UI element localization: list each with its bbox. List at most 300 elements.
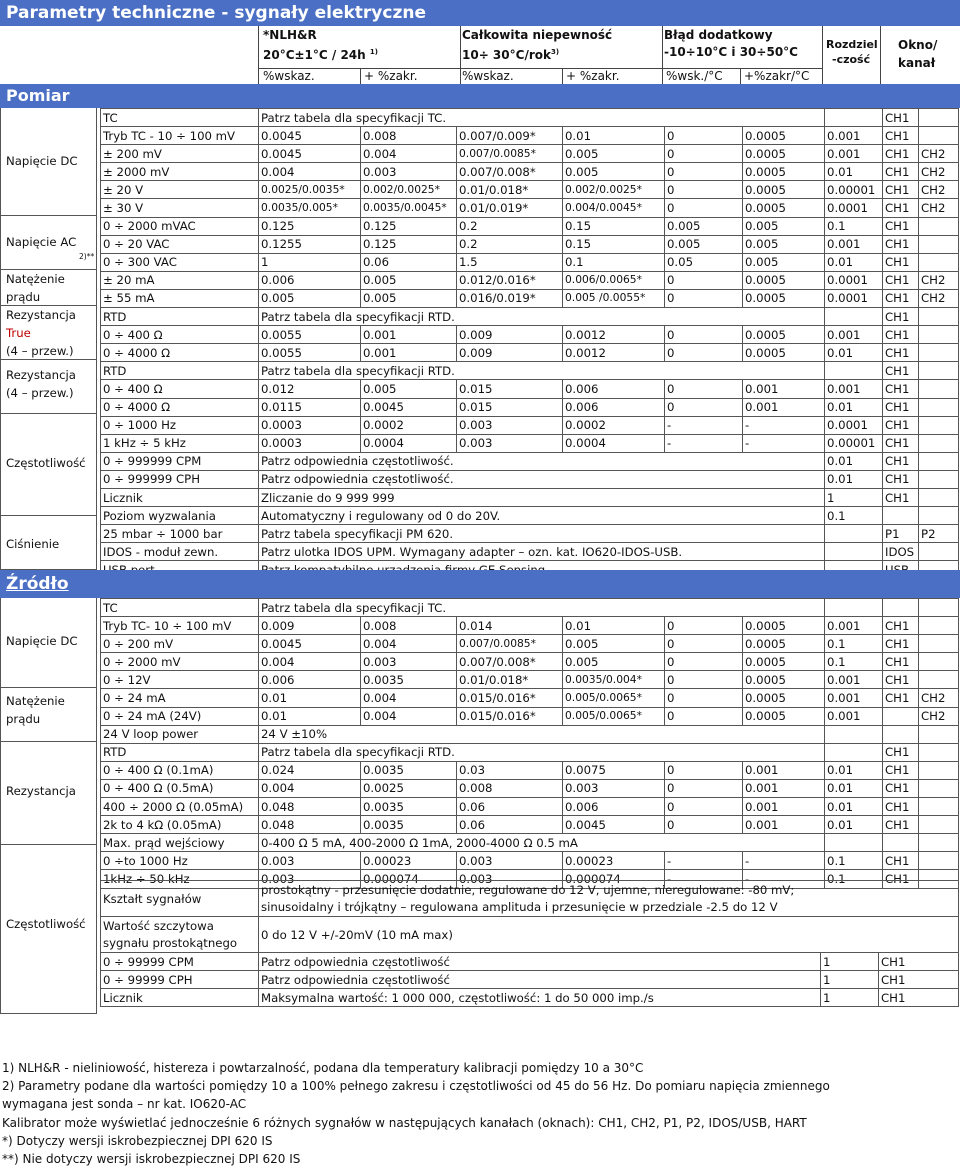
value-cell: 0.0002 [563, 416, 665, 434]
value-cell: CH1 [883, 798, 919, 816]
footnote: 2) Parametry podane dla wartości pomiędzy 10 a 100% pełnego zakresu i częstotliwości od 45 do 56 Hz. Do pomiaru napięcia zmiennego [2, 1079, 830, 1094]
value-cell: 0 [665, 344, 743, 362]
value-cell: 0.001 [743, 380, 825, 398]
value-cell: 0.004 [259, 779, 361, 797]
table-row [101, 235, 959, 253]
value-cell: CH1 [883, 743, 919, 761]
value-cell: 0.006 [259, 271, 361, 289]
value-cell: 0.01 [825, 816, 883, 834]
header-additional-error: Błąd dodatkowy [664, 28, 773, 42]
label-frequency: Częstotliwość [0, 414, 97, 516]
value-cell: 1 [825, 488, 883, 506]
value-cell: Patrz tabela dla specyfikacji RTD. [259, 743, 825, 761]
value-cell: 0.0045 [361, 398, 457, 416]
value-cell: 0 [665, 163, 743, 181]
section-band-measure: Pomiar [0, 84, 960, 108]
label-source-frequency: Częstotliwość [0, 845, 97, 1014]
value-cell: 0.001 [743, 798, 825, 816]
footnotes [2, 1059, 952, 1168]
value-cell [919, 452, 959, 470]
table-row [101, 271, 959, 289]
table-row [101, 671, 959, 689]
table-row [101, 971, 959, 989]
value-cell: 0.0045 [259, 145, 361, 163]
value-cell [919, 253, 959, 271]
value-cell: 0.0012 [563, 344, 665, 362]
value-cell: 0.003 [361, 653, 457, 671]
range-cell: Licznik [101, 488, 259, 506]
value-cell: 0.003 [457, 434, 563, 452]
value-cell [919, 109, 959, 127]
value-cell: 0.06 [361, 253, 457, 271]
header-additional-error-cond: -10÷10°C i 30÷50°C [664, 45, 798, 59]
value-cell: 0.2 [457, 217, 563, 235]
value-cell: 0.003 [457, 852, 563, 870]
value-cell: 0.0045 [563, 816, 665, 834]
value-cell [919, 798, 959, 816]
value-cell: Patrz odpowiednia częstotliwość. [259, 452, 825, 470]
value-cell: 0.0001 [825, 271, 883, 289]
value-cell [919, 380, 959, 398]
table-row [101, 416, 959, 434]
value-cell: 0.0005 [743, 271, 825, 289]
value-cell [883, 725, 919, 743]
value-cell: 0.0001 [825, 199, 883, 217]
header-uncertainty: Całkowita niepewność [462, 28, 613, 42]
value-cell: 0.005 [361, 271, 457, 289]
value-cell [919, 543, 959, 561]
table-row [101, 653, 959, 671]
table-row [101, 635, 959, 653]
value-cell: 0.003 [457, 870, 563, 888]
value-cell: 0.001 [825, 127, 883, 145]
value-cell: 0.006 [563, 380, 665, 398]
value-cell: 0.05 [665, 253, 743, 271]
value-cell: - [665, 852, 743, 870]
value-cell [919, 127, 959, 145]
table-row [101, 953, 959, 971]
value-cell: 0.03 [457, 761, 563, 779]
value-cell: 0.001 [743, 761, 825, 779]
header-uncertainty-cond: 10÷ 30°C/rok$^{3)}$ [462, 48, 560, 62]
label-voltage-dc: Napięcie DC [0, 108, 97, 216]
value-cell: 0.06 [457, 816, 563, 834]
value-cell: 0.005 [743, 235, 825, 253]
range-cell: IDOS - moduł zewn. [101, 543, 259, 561]
value-cell: Patrz odpowiednia częstotliwość [259, 953, 821, 971]
footnote: *) Dotyczy wersji iskrobezpiecznej DPI 620 IS [2, 1133, 273, 1148]
value-cell: 0.0005 [743, 344, 825, 362]
value-cell: 0.001 [825, 235, 883, 253]
value-cell: 0.007/0.008* [457, 653, 563, 671]
value-cell [919, 599, 959, 617]
range-cell: 0 ÷ 24 mA [101, 689, 259, 707]
source-frequency-table [100, 952, 959, 1007]
value-cell: 0 [665, 398, 743, 416]
value-cell: 0.01 [825, 798, 883, 816]
value-cell: Patrz odpowiednia częstotliwość. [259, 470, 825, 488]
value-cell: 0.004 [361, 707, 457, 725]
value-cell: 0.001 [361, 344, 457, 362]
value-cell: 0.048 [259, 816, 361, 834]
range-cell: 0 ÷ 400 Ω (0.1mA) [101, 761, 259, 779]
value-cell: 0.001 [743, 816, 825, 834]
value-cell: Patrz tabela dla specyfikacji TC. [259, 599, 825, 617]
value-cell: 0.005/0.0065* [563, 689, 665, 707]
value-cell: 0.001 [825, 380, 883, 398]
value-cell: 0.125 [361, 217, 457, 235]
label-resistance: Rezystancja (4 – przew.) [0, 360, 97, 414]
value-cell [919, 779, 959, 797]
value-cell: CH1 [879, 953, 959, 971]
value-cell [919, 761, 959, 779]
value-cell: Automatyczny i regulowany od 0 do 20V. [259, 507, 825, 525]
value-cell: CH2 [919, 689, 959, 707]
header-divider [562, 68, 563, 84]
value-cell: CH1 [883, 653, 919, 671]
value-cell: CH2 [919, 707, 959, 725]
value-cell [883, 834, 919, 852]
header-divider [460, 26, 461, 84]
table-row [101, 689, 959, 707]
value-cell: 0.005 [361, 380, 457, 398]
value-cell: 0.00001 [825, 181, 883, 199]
value-cell: CH1 [883, 761, 919, 779]
measure-table [100, 108, 959, 579]
value-cell: 0.015 [457, 398, 563, 416]
value-cell: 0.125 [361, 235, 457, 253]
value-cell: 0.2 [457, 235, 563, 253]
value-cell: 0.0005 [743, 289, 825, 307]
range-cell: 400 ÷ 2000 Ω (0.05mA) [101, 798, 259, 816]
header-divider [822, 26, 823, 84]
value-cell: 0.125 [259, 217, 361, 235]
value-cell: CH2 [919, 271, 959, 289]
value-cell: 0.001 [825, 671, 883, 689]
header-sub: + %zakr. [566, 69, 620, 83]
label-voltage-ac: Napięcie AC 2)** [0, 216, 97, 270]
value-cell: CH1 [883, 870, 919, 888]
header-channel: Okno/ [898, 38, 938, 52]
header-divider [258, 68, 822, 69]
value-cell: 0 [665, 689, 743, 707]
value-cell: 0.15 [563, 235, 665, 253]
value-cell: 0.003 [457, 416, 563, 434]
value-cell [825, 308, 883, 326]
value-cell: 0.015/0.016* [457, 707, 563, 725]
value-cell [883, 707, 919, 725]
value-cell: 0.0005 [743, 127, 825, 145]
value-cell: CH1 [883, 199, 919, 217]
value-cell: 0.007/0.008* [457, 163, 563, 181]
source-table [100, 598, 959, 889]
table-row [101, 917, 959, 953]
range-cell: 0 ÷ 1000 Hz [101, 416, 259, 434]
value-cell: CH2 [919, 181, 959, 199]
value-cell: Patrz tabela specyfikacji PM 620. [259, 525, 825, 543]
value-cell: 0.0005 [743, 145, 825, 163]
value-cell [825, 834, 883, 852]
value-cell: 0.004 [259, 163, 361, 181]
range-cell: TC [101, 599, 259, 617]
value-cell: CH1 [883, 398, 919, 416]
label-pressure: Ciśnienie [0, 516, 97, 570]
table-row [101, 326, 959, 344]
value-cell: 0.001 [825, 617, 883, 635]
value-cell [919, 416, 959, 434]
range-cell: 0 ÷ 999999 CPH [101, 470, 259, 488]
value-cell: CH1 [883, 380, 919, 398]
range-cell: Poziom wyzwalania [101, 507, 259, 525]
value-cell: 0.0003 [259, 416, 361, 434]
value-cell: 0.005 [259, 289, 361, 307]
value-cell: 1 [821, 953, 879, 971]
value-cell: 0.0035/0.004* [563, 671, 665, 689]
value-cell [919, 308, 959, 326]
value-cell: 0.005 [665, 217, 743, 235]
value-cell: CH1 [883, 308, 919, 326]
value-cell: Patrz tabela dla specyfikacji RTD. [259, 308, 825, 326]
value-cell: 0.0005 [743, 181, 825, 199]
value-cell: CH2 [919, 199, 959, 217]
value-cell: CH1 [879, 989, 959, 1007]
value-cell: 0 [665, 181, 743, 199]
value-cell: CH1 [883, 852, 919, 870]
value-cell: 0.0005 [743, 707, 825, 725]
range-cell: 0 ÷ 999999 CPM [101, 452, 259, 470]
value-cell: 0 [665, 707, 743, 725]
value-cell: 0.1 [825, 635, 883, 653]
value-cell: 0.0075 [563, 761, 665, 779]
footnote: **) Nie dotyczy wersji iskrobezpiecznej DPI 620 IS [2, 1152, 301, 1167]
value-cell: 0.008 [457, 779, 563, 797]
value-cell [919, 507, 959, 525]
value-cell: 0.0025/0.0035* [259, 181, 361, 199]
value-cell: 0 [665, 289, 743, 307]
value-cell: 0.01 [825, 398, 883, 416]
table-row [101, 217, 959, 235]
value-cell: 0 [665, 798, 743, 816]
range-cell: 0 ÷ 99999 CPM [101, 953, 259, 971]
value-cell: CH1 [883, 671, 919, 689]
value-cell: 0.014 [457, 617, 563, 635]
header-divider [740, 68, 741, 84]
param-label: Wartość szczytowa sygnału prostokątnego [101, 917, 259, 953]
table-row [101, 109, 959, 127]
header-sub: %wsk./°C [666, 69, 723, 83]
value-cell: 0.001 [743, 779, 825, 797]
value-cell: P1 [883, 525, 919, 543]
value-cell: 0.0004 [563, 434, 665, 452]
value-cell: CH1 [883, 163, 919, 181]
value-cell: 0 [665, 816, 743, 834]
value-cell: 0.005 [665, 235, 743, 253]
value-cell: 0.0002 [361, 416, 457, 434]
param-label: Kształt sygnałów [101, 881, 259, 917]
value-cell: 0.0005 [743, 326, 825, 344]
header-divider [360, 68, 361, 84]
range-cell: 1 kHz ÷ 5 kHz [101, 434, 259, 452]
value-cell: 0.001 [825, 707, 883, 725]
value-cell: 0.01 [825, 779, 883, 797]
range-cell: Tryb TC- 10 ÷ 100 mV [101, 617, 259, 635]
value-cell: 0.0055 [259, 344, 361, 362]
value-cell: CH1 [883, 434, 919, 452]
table-row [101, 989, 959, 1007]
range-cell: Max. prąd wejściowy [101, 834, 259, 852]
value-cell [919, 398, 959, 416]
value-cell: 0.0035 [361, 671, 457, 689]
table-row [101, 362, 959, 380]
range-cell: 0 ÷ 24 mA (24V) [101, 707, 259, 725]
value-cell: 0-400 Ω 5 mA, 400-2000 Ω 1mA, 2000-4000 Ω 0.5 mA [259, 834, 825, 852]
header-nlhr: *NLH&R [263, 28, 317, 42]
range-cell: 0 ÷ 400 Ω [101, 380, 259, 398]
value-cell: 0.0045 [259, 635, 361, 653]
value-cell: 0.01/0.018* [457, 181, 563, 199]
range-cell: TC [101, 109, 259, 127]
value-cell: 0.01/0.018* [457, 671, 563, 689]
header-sub: +%zakr/°C [744, 69, 810, 83]
range-cell: RTD [101, 308, 259, 326]
value-cell: 0.01 [563, 617, 665, 635]
value-cell: 0.004 [259, 653, 361, 671]
range-cell: 0 ÷ 300 VAC [101, 253, 259, 271]
value-cell: 1 [821, 971, 879, 989]
value-cell: 0.005 [743, 253, 825, 271]
title-band [0, 0, 960, 26]
value-cell: 0.006 [563, 798, 665, 816]
value-cell: Zliczanie do 9 999 999 [259, 488, 825, 506]
value-cell: Maksymalna wartość: 1 000 000, częstotliwość: 1 do 50 000 imp./s [259, 989, 821, 1007]
value-cell: 0 [665, 779, 743, 797]
value-cell [919, 653, 959, 671]
value-cell: 0.0035 [361, 761, 457, 779]
value-cell: 0.005 [563, 635, 665, 653]
value-cell: 0 [665, 145, 743, 163]
value-cell: - [665, 416, 743, 434]
value-cell: 0.048 [259, 798, 361, 816]
header-channel-2: kanał [898, 56, 936, 70]
header-sub: %wskaz. [462, 69, 514, 83]
label-resistance-true: Rezystancja True (4 – przew.) [0, 306, 97, 360]
table-row [101, 398, 959, 416]
value-cell: CH1 [883, 452, 919, 470]
value-cell: 0.005 /0.0055* [563, 289, 665, 307]
table-row [101, 761, 959, 779]
range-cell: 0 ÷ 99999 CPH [101, 971, 259, 989]
value-cell [919, 434, 959, 452]
value-cell: 0.005 [563, 653, 665, 671]
value-cell: 1.5 [457, 253, 563, 271]
range-cell: 0 ÷ 400 Ω (0.5mA) [101, 779, 259, 797]
table-row [101, 816, 959, 834]
value-cell: 0.1255 [259, 235, 361, 253]
value-cell: 0.0005 [743, 635, 825, 653]
range-cell: RTD [101, 743, 259, 761]
value-cell: 0.0045 [259, 127, 361, 145]
param-value: prostokątny - przesunięcie dodatnie, regulowane do 12 V, ujemne, nieregulowane: -80 mV; sinusoidalny i trójkątny – regulowana amplituda i przesunięcie w przedziale -2.5 do 12 V [259, 881, 959, 917]
table-row [101, 253, 959, 271]
value-cell: 0 [665, 653, 743, 671]
value-cell: CH1 [883, 362, 919, 380]
value-cell: 0.01 [825, 761, 883, 779]
value-cell [825, 109, 883, 127]
value-cell: 0.06 [457, 798, 563, 816]
table-row [101, 617, 959, 635]
value-cell: CH1 [883, 635, 919, 653]
table-row [101, 470, 959, 488]
value-cell: 0.1 [825, 507, 883, 525]
value-cell: 0.0055 [259, 326, 361, 344]
value-cell: CH1 [883, 617, 919, 635]
value-cell: 24 V ±10% [259, 725, 825, 743]
table-row [101, 779, 959, 797]
footnote: 1) NLH&R - nieliniowość, histereza i powtarzalność, podana dla temperatury kalibracji pomiędzy 10 a 30°C [2, 1061, 644, 1075]
value-cell: - [743, 434, 825, 452]
value-cell [919, 362, 959, 380]
value-cell: Patrz ulotka IDOS UPM. Wymagany adapter – ozn. kat. IO620-IDOS-USB. [259, 543, 825, 561]
value-cell: 0.005/0.0065* [563, 707, 665, 725]
value-cell [883, 599, 919, 617]
value-cell: 0.006/0.0065* [563, 271, 665, 289]
value-cell: CH1 [883, 127, 919, 145]
table-row [101, 599, 959, 617]
section-band-source: Źródło [0, 570, 960, 598]
range-cell: 0 ÷ 12V [101, 671, 259, 689]
label-source-voltage-dc: Napięcie DC [0, 598, 97, 688]
value-cell: 0.003 [259, 870, 361, 888]
value-cell: 0.008 [361, 127, 457, 145]
value-cell: 0.004 [361, 145, 457, 163]
value-cell: CH1 [883, 253, 919, 271]
value-cell [919, 488, 959, 506]
value-cell: 0.01 [563, 127, 665, 145]
value-cell: Patrz tabela dla specyfikacji TC. [259, 109, 825, 127]
table-row [101, 507, 959, 525]
value-cell: 0.0035/0.005* [259, 199, 361, 217]
range-cell: Licznik [101, 989, 259, 1007]
value-cell: 0.1 [563, 253, 665, 271]
range-cell: ± 20 mA [101, 271, 259, 289]
param-value: 0 do 12 V +/-20mV (10 mA max) [259, 917, 959, 953]
table-row [101, 434, 959, 452]
value-cell: - [743, 870, 825, 888]
value-cell: Patrz tabela dla specyfikacji RTD. [259, 362, 825, 380]
table-row [101, 525, 959, 543]
table-row [101, 852, 959, 870]
value-cell: 0.01 [825, 452, 883, 470]
value-cell: CH1 [883, 235, 919, 253]
value-cell: 0.003 [361, 163, 457, 181]
value-cell [919, 816, 959, 834]
value-cell: 0.001 [825, 145, 883, 163]
value-cell: 0.003 [563, 779, 665, 797]
value-cell: CH1 [883, 344, 919, 362]
value-cell [919, 217, 959, 235]
value-cell: 1 [259, 253, 361, 271]
value-cell: 0.0005 [743, 653, 825, 671]
value-cell: CH1 [883, 326, 919, 344]
value-cell: 0.1 [825, 653, 883, 671]
value-cell [919, 617, 959, 635]
range-cell: 0 ÷ 4000 Ω [101, 398, 259, 416]
value-cell: 0.004 [361, 635, 457, 653]
value-cell [919, 235, 959, 253]
header-resolution-2: -czość [832, 53, 871, 66]
value-cell: 0.01 [825, 344, 883, 362]
footnote: wymagana jest sonda – nr kat. IO620-AC [2, 1097, 247, 1112]
